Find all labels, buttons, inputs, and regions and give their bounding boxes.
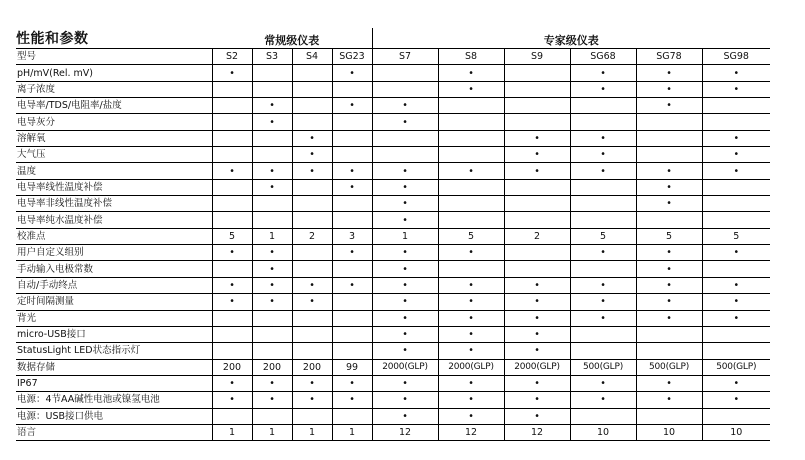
page-title: 性能和参数 xyxy=(16,28,212,49)
table-cell: • xyxy=(292,163,332,179)
table-cell xyxy=(438,147,504,163)
table-cell: • xyxy=(636,277,702,293)
table-cell: • xyxy=(438,408,504,424)
table-cell: • xyxy=(504,408,570,424)
table-cell: • xyxy=(438,277,504,293)
table-cell xyxy=(636,212,702,228)
row-label: 用户自定义组别 xyxy=(16,245,212,261)
row-label: pH/mV(Rel. mV) xyxy=(16,65,212,81)
table-cell: • xyxy=(372,163,438,179)
table-cell xyxy=(570,212,636,228)
table-cell: 5 xyxy=(212,228,252,244)
table-cell: • xyxy=(636,261,702,277)
table-cell: • xyxy=(372,392,438,408)
table-cell: 99 xyxy=(332,359,372,375)
table-cell: • xyxy=(438,245,504,261)
table-cell: • xyxy=(292,130,332,146)
table-cell: • xyxy=(702,392,770,408)
row-label: 溶解氧 xyxy=(16,130,212,146)
table-cell: 12 xyxy=(372,424,438,440)
table-cell: • xyxy=(636,294,702,310)
table-cell: • xyxy=(570,245,636,261)
table-cell: • xyxy=(252,294,292,310)
table-cell xyxy=(372,65,438,81)
row-label: 语言 xyxy=(16,424,212,440)
table-cell xyxy=(252,147,292,163)
table-cell xyxy=(332,196,372,212)
table-cell: • xyxy=(504,392,570,408)
row-label: IP67 xyxy=(16,375,212,391)
table-cell: • xyxy=(372,179,438,195)
table-cell xyxy=(212,343,252,359)
table-cell xyxy=(212,212,252,228)
table-cell xyxy=(702,196,770,212)
table-cell xyxy=(252,196,292,212)
table-cell xyxy=(570,196,636,212)
table-cell: • xyxy=(438,65,504,81)
table-row xyxy=(16,408,770,424)
row-label: 大气压 xyxy=(16,147,212,163)
table-cell: • xyxy=(570,392,636,408)
row-label: 电导灰分 xyxy=(16,114,212,130)
table-cell: 2 xyxy=(292,228,332,244)
table-row xyxy=(16,179,770,195)
table-cell: • xyxy=(636,65,702,81)
table-cell: • xyxy=(372,326,438,342)
table-cell xyxy=(252,326,292,342)
table-cell: • xyxy=(504,147,570,163)
table-cell: • xyxy=(252,114,292,130)
table-cell: 10 xyxy=(570,424,636,440)
table-cell: • xyxy=(372,343,438,359)
table-cell: • xyxy=(570,130,636,146)
table-cell xyxy=(212,81,252,97)
table-cell xyxy=(292,310,332,326)
table-cell: • xyxy=(438,163,504,179)
table-cell xyxy=(332,310,372,326)
table-cell xyxy=(292,196,332,212)
table-cell xyxy=(212,98,252,114)
table-row xyxy=(16,326,770,342)
table-cell xyxy=(292,81,332,97)
table-cell: 5 xyxy=(702,228,770,244)
table-cell: • xyxy=(212,163,252,179)
table-cell: • xyxy=(570,81,636,97)
table-cell xyxy=(504,245,570,261)
table-cell xyxy=(438,98,504,114)
table-cell: • xyxy=(504,130,570,146)
table-cell: 5 xyxy=(570,228,636,244)
table-cell: 2 xyxy=(504,228,570,244)
table-cell xyxy=(570,261,636,277)
table-cell: • xyxy=(636,375,702,391)
table-cell: S3 xyxy=(252,49,292,65)
table-cell: • xyxy=(504,163,570,179)
table-cell: 1 xyxy=(252,228,292,244)
table-cell: 500(GLP) xyxy=(636,359,702,375)
table-cell xyxy=(292,245,332,261)
table-cell: 5 xyxy=(636,228,702,244)
row-label: micro-USB接口 xyxy=(16,326,212,342)
table-row xyxy=(16,196,770,212)
table-cell xyxy=(636,343,702,359)
table-cell: 12 xyxy=(438,424,504,440)
table-cell: • xyxy=(372,261,438,277)
table-cell xyxy=(212,326,252,342)
table-cell: 200 xyxy=(212,359,252,375)
table-cell: 1 xyxy=(212,424,252,440)
table-cell: • xyxy=(504,277,570,293)
row-label: 温度 xyxy=(16,163,212,179)
spec-table xyxy=(16,28,770,441)
table-cell: • xyxy=(702,163,770,179)
table-cell xyxy=(702,343,770,359)
table-row xyxy=(16,228,770,244)
table-cell: • xyxy=(438,326,504,342)
table-cell: • xyxy=(252,163,292,179)
table-cell: • xyxy=(438,310,504,326)
table-cell: • xyxy=(332,277,372,293)
table-cell: • xyxy=(702,375,770,391)
table-row xyxy=(16,310,770,326)
table-row xyxy=(16,359,770,375)
table-cell: • xyxy=(636,98,702,114)
table-cell: • xyxy=(570,375,636,391)
table-cell: 10 xyxy=(702,424,770,440)
table-cell: • xyxy=(332,392,372,408)
table-cell: • xyxy=(372,114,438,130)
table-cell xyxy=(438,179,504,195)
table-cell: S9 xyxy=(504,49,570,65)
table-cell xyxy=(212,408,252,424)
table-row xyxy=(16,294,770,310)
table-cell xyxy=(252,130,292,146)
row-label: 电源：USB接口供电 xyxy=(16,408,212,424)
table-cell xyxy=(504,179,570,195)
table-cell xyxy=(702,98,770,114)
table-cell: 12 xyxy=(504,424,570,440)
table-cell: 2000(GLP) xyxy=(438,359,504,375)
table-cell xyxy=(292,179,332,195)
table-cell: • xyxy=(372,245,438,261)
table-cell: 200 xyxy=(252,359,292,375)
group-header-standard: 常规级仪表 xyxy=(212,28,372,49)
table-cell: 3 xyxy=(332,228,372,244)
table-cell: SG98 xyxy=(702,49,770,65)
table-cell xyxy=(212,196,252,212)
table-cell: • xyxy=(570,65,636,81)
table-cell: 1 xyxy=(332,424,372,440)
table-cell: • xyxy=(438,375,504,391)
table-cell: • xyxy=(570,310,636,326)
table-cell: • xyxy=(372,277,438,293)
spec-table-body xyxy=(16,49,770,441)
table-cell: • xyxy=(212,294,252,310)
table-cell xyxy=(636,114,702,130)
table-cell: • xyxy=(636,310,702,326)
table-cell xyxy=(292,65,332,81)
row-label: 离子浓度 xyxy=(16,81,212,97)
table-cell xyxy=(332,294,372,310)
table-cell: • xyxy=(292,277,332,293)
table-cell: • xyxy=(504,294,570,310)
table-cell: S8 xyxy=(438,49,504,65)
table-cell: • xyxy=(702,147,770,163)
table-cell xyxy=(438,212,504,228)
table-cell xyxy=(332,147,372,163)
table-cell: • xyxy=(292,147,332,163)
table-cell: • xyxy=(252,179,292,195)
table-cell: SG23 xyxy=(332,49,372,65)
table-cell xyxy=(438,196,504,212)
table-cell xyxy=(212,114,252,130)
table-row xyxy=(16,130,770,146)
table-cell xyxy=(212,261,252,277)
table-cell xyxy=(212,179,252,195)
table-cell: S4 xyxy=(292,49,332,65)
table-cell xyxy=(252,212,292,228)
table-cell: • xyxy=(372,310,438,326)
table-cell: • xyxy=(292,375,332,391)
table-cell xyxy=(702,326,770,342)
table-cell xyxy=(292,261,332,277)
table-cell: 1 xyxy=(252,424,292,440)
table-cell: • xyxy=(332,98,372,114)
table-cell xyxy=(438,114,504,130)
table-cell: • xyxy=(212,245,252,261)
row-label: 背光 xyxy=(16,310,212,326)
table-cell xyxy=(504,261,570,277)
table-cell: • xyxy=(636,245,702,261)
row-label: StatusLight LED状态指示灯 xyxy=(16,343,212,359)
table-cell xyxy=(702,408,770,424)
table-cell xyxy=(252,343,292,359)
table-cell: SG68 xyxy=(570,49,636,65)
table-cell: • xyxy=(332,245,372,261)
header-row xyxy=(16,28,770,49)
table-cell: • xyxy=(252,392,292,408)
table-cell: • xyxy=(372,212,438,228)
table-cell: • xyxy=(570,294,636,310)
table-row xyxy=(16,65,770,81)
table-cell: • xyxy=(212,392,252,408)
table-cell: • xyxy=(252,98,292,114)
row-label: 电导率线性温度补偿 xyxy=(16,179,212,195)
table-cell: • xyxy=(636,179,702,195)
table-cell: • xyxy=(252,277,292,293)
table-row xyxy=(16,375,770,391)
table-cell: 500(GLP) xyxy=(702,359,770,375)
table-cell: • xyxy=(702,130,770,146)
table-cell: • xyxy=(438,294,504,310)
table-cell: • xyxy=(570,277,636,293)
table-cell xyxy=(212,147,252,163)
table-cell: • xyxy=(292,294,332,310)
table-row xyxy=(16,147,770,163)
table-cell: • xyxy=(332,375,372,391)
table-row xyxy=(16,392,770,408)
table-row xyxy=(16,114,770,130)
table-row xyxy=(16,81,770,97)
table-cell xyxy=(332,326,372,342)
row-label: 手动输入电极常数 xyxy=(16,261,212,277)
table-cell: • xyxy=(702,277,770,293)
table-cell: • xyxy=(332,179,372,195)
table-cell: • xyxy=(372,294,438,310)
table-cell xyxy=(570,343,636,359)
table-cell xyxy=(332,343,372,359)
table-cell xyxy=(702,212,770,228)
table-cell: • xyxy=(438,81,504,97)
row-label: 校准点 xyxy=(16,228,212,244)
table-cell xyxy=(570,179,636,195)
table-cell xyxy=(292,212,332,228)
table-cell xyxy=(372,147,438,163)
table-cell: • xyxy=(636,163,702,179)
table-cell: • xyxy=(702,81,770,97)
table-cell: • xyxy=(438,392,504,408)
table-cell: 200 xyxy=(292,359,332,375)
table-cell xyxy=(504,98,570,114)
table-cell: • xyxy=(504,310,570,326)
table-cell: 10 xyxy=(636,424,702,440)
table-cell: 500(GLP) xyxy=(570,359,636,375)
table-cell xyxy=(332,261,372,277)
table-cell xyxy=(438,130,504,146)
table-cell: • xyxy=(372,375,438,391)
table-cell xyxy=(332,81,372,97)
table-cell: • xyxy=(438,343,504,359)
table-cell xyxy=(504,65,570,81)
table-cell xyxy=(438,261,504,277)
table-cell: S7 xyxy=(372,49,438,65)
table-cell: 2000(GLP) xyxy=(504,359,570,375)
table-cell: • xyxy=(332,65,372,81)
table-cell: • xyxy=(252,261,292,277)
table-cell xyxy=(504,81,570,97)
table-cell xyxy=(212,310,252,326)
table-row xyxy=(16,343,770,359)
table-cell: • xyxy=(702,245,770,261)
table-row xyxy=(16,49,770,65)
table-cell xyxy=(636,147,702,163)
table-cell xyxy=(252,81,292,97)
table-cell: • xyxy=(504,343,570,359)
table-cell xyxy=(372,130,438,146)
table-cell: 1 xyxy=(292,424,332,440)
table-cell: • xyxy=(212,65,252,81)
table-cell: • xyxy=(504,375,570,391)
row-label: 数据存储 xyxy=(16,359,212,375)
table-row xyxy=(16,245,770,261)
table-cell: • xyxy=(372,98,438,114)
table-cell: 2000(GLP) xyxy=(372,359,438,375)
table-cell xyxy=(702,261,770,277)
table-cell xyxy=(702,179,770,195)
row-label: 型号 xyxy=(16,49,212,65)
table-cell xyxy=(292,343,332,359)
table-cell: • xyxy=(570,163,636,179)
table-row xyxy=(16,277,770,293)
table-cell: S2 xyxy=(212,49,252,65)
table-cell xyxy=(212,130,252,146)
table-cell xyxy=(570,98,636,114)
table-cell: • xyxy=(292,392,332,408)
table-cell xyxy=(702,114,770,130)
table-cell xyxy=(570,114,636,130)
table-cell: 5 xyxy=(438,228,504,244)
row-label: 电导率非线性温度补偿 xyxy=(16,196,212,212)
table-cell: 1 xyxy=(372,228,438,244)
table-cell: SG78 xyxy=(636,49,702,65)
table-cell xyxy=(504,196,570,212)
table-cell xyxy=(252,310,292,326)
table-cell: • xyxy=(212,375,252,391)
table-cell xyxy=(332,114,372,130)
table-cell: • xyxy=(504,326,570,342)
table-row xyxy=(16,163,770,179)
row-label: 自动/手动终点 xyxy=(16,277,212,293)
table-row xyxy=(16,212,770,228)
table-cell xyxy=(292,98,332,114)
group-header-expert: 专家级仪表 xyxy=(372,28,770,49)
table-cell: • xyxy=(372,408,438,424)
table-row xyxy=(16,98,770,114)
table-cell xyxy=(504,114,570,130)
table-cell: • xyxy=(702,310,770,326)
table-cell: • xyxy=(332,163,372,179)
table-cell xyxy=(570,408,636,424)
table-cell xyxy=(292,114,332,130)
table-cell xyxy=(504,212,570,228)
table-cell: • xyxy=(702,65,770,81)
table-cell xyxy=(636,408,702,424)
row-label: 电源：4节AA碱性电池或镍氢电池 xyxy=(16,392,212,408)
table-cell: • xyxy=(636,81,702,97)
table-row xyxy=(16,424,770,440)
table-cell xyxy=(570,326,636,342)
table-cell: • xyxy=(212,277,252,293)
table-row xyxy=(16,261,770,277)
table-cell: • xyxy=(252,375,292,391)
row-label: 电导率/TDS/电阻率/盐度 xyxy=(16,98,212,114)
table-cell xyxy=(332,212,372,228)
row-label: 定时间隔测量 xyxy=(16,294,212,310)
table-cell xyxy=(332,130,372,146)
table-cell xyxy=(332,408,372,424)
table-cell: • xyxy=(372,196,438,212)
table-cell xyxy=(636,130,702,146)
table-cell: • xyxy=(252,245,292,261)
table-cell: • xyxy=(636,392,702,408)
table-cell: • xyxy=(570,147,636,163)
table-cell: • xyxy=(636,196,702,212)
table-cell xyxy=(372,81,438,97)
table-cell: • xyxy=(702,294,770,310)
table-cell xyxy=(252,408,292,424)
table-cell xyxy=(292,408,332,424)
table-cell xyxy=(292,326,332,342)
table-cell xyxy=(252,65,292,81)
table-cell xyxy=(636,326,702,342)
row-label: 电导率纯水温度补偿 xyxy=(16,212,212,228)
